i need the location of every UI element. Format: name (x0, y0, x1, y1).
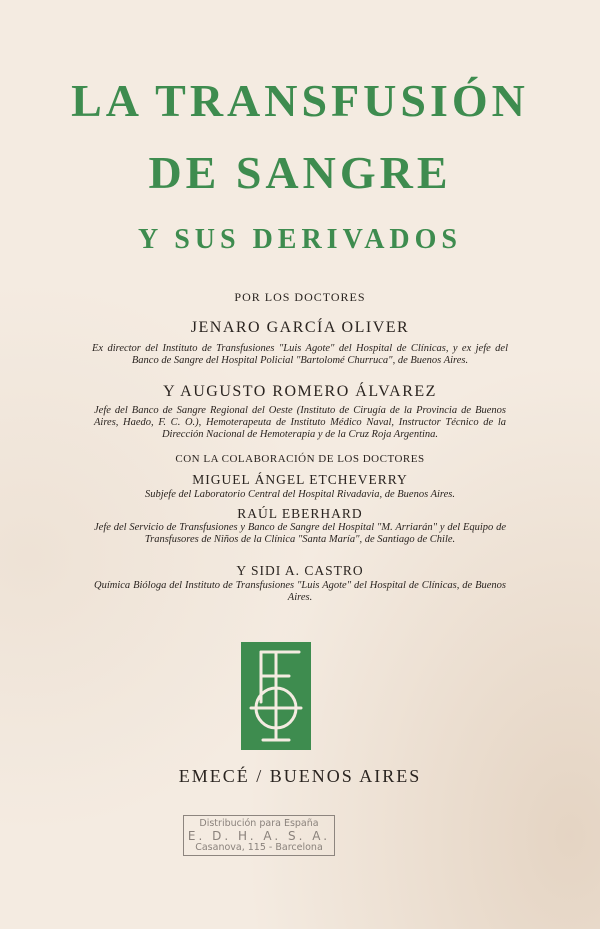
collaborator-bio-2: Jefe del Servicio de Transfusiones y Banco de Sangre del Hospital "M. Arriarán" y del Equipo de Transfusores de Niños de la Clínica "Santa María", de Santiago de Chile. (94, 522, 506, 545)
collaborator-name-2: RAÚL EBERHARD (237, 506, 363, 521)
author-bio-2: Jefe del Banco de Sangre Regional del Oeste (Instituto de Cirugía de la Provincia de Buenos Aires, Haedo, F. C. O.), Hemoterapeuta de Instituto Médico Naval, Instructor Técnico de la Dirección Nacional de Hemoterapia y de la Cruz Roja Argentina. (94, 405, 506, 440)
by-doctors-label: POR LOS DOCTORES (234, 290, 366, 304)
author-name-2: Y AUGUSTO ROMERO ÁLVAREZ (163, 383, 437, 400)
stamp-line-3: Casanova, 115 - Barcelona (195, 842, 323, 853)
stamp-line-1: Distribución para España (199, 818, 319, 829)
collaborator-name-3: Y SIDI A. CASTRO (236, 563, 364, 578)
author-bio-1: Ex director del Instituto de Transfusiones "Luis Agote" del Hospital de Clínicas, y ex jefe del Banco de Sangre del Hospital Policial "Bartolomé Churruca", de Buenos Aires. (92, 343, 508, 366)
distributor-stamp (183, 815, 335, 856)
collaborator-bio-1: Subjefe del Laboratorio Central del Hospital Rivadavia, de Buenos Aires. (144, 489, 455, 500)
collaborator-name-1: MIGUEL ÁNGEL ETCHEVERRY (192, 472, 408, 487)
book-title-line-2: DE SANGRE (148, 147, 452, 198)
stamp-line-2: E. D. H. A. S. A. (187, 829, 331, 843)
collaborator-bio-3: Química Bióloga del Instituto de Transfusiones "Luis Agote" del Hospital de Clínicas, de Buenos Aires. (94, 580, 506, 603)
publisher-imprint: EMECÉ / BUENOS AIRES (178, 766, 422, 786)
author-name-1: JENARO GARCÍA OLIVER (190, 319, 410, 336)
book-title-line-1: LA TRANSFUSIÓN (71, 75, 529, 126)
collaboration-heading: CON LA COLABORACIÓN DE LOS DOCTORES (175, 453, 425, 465)
book-subtitle: Y SUS DERIVADOS (138, 224, 462, 255)
emece-monogram-icon (241, 642, 311, 750)
